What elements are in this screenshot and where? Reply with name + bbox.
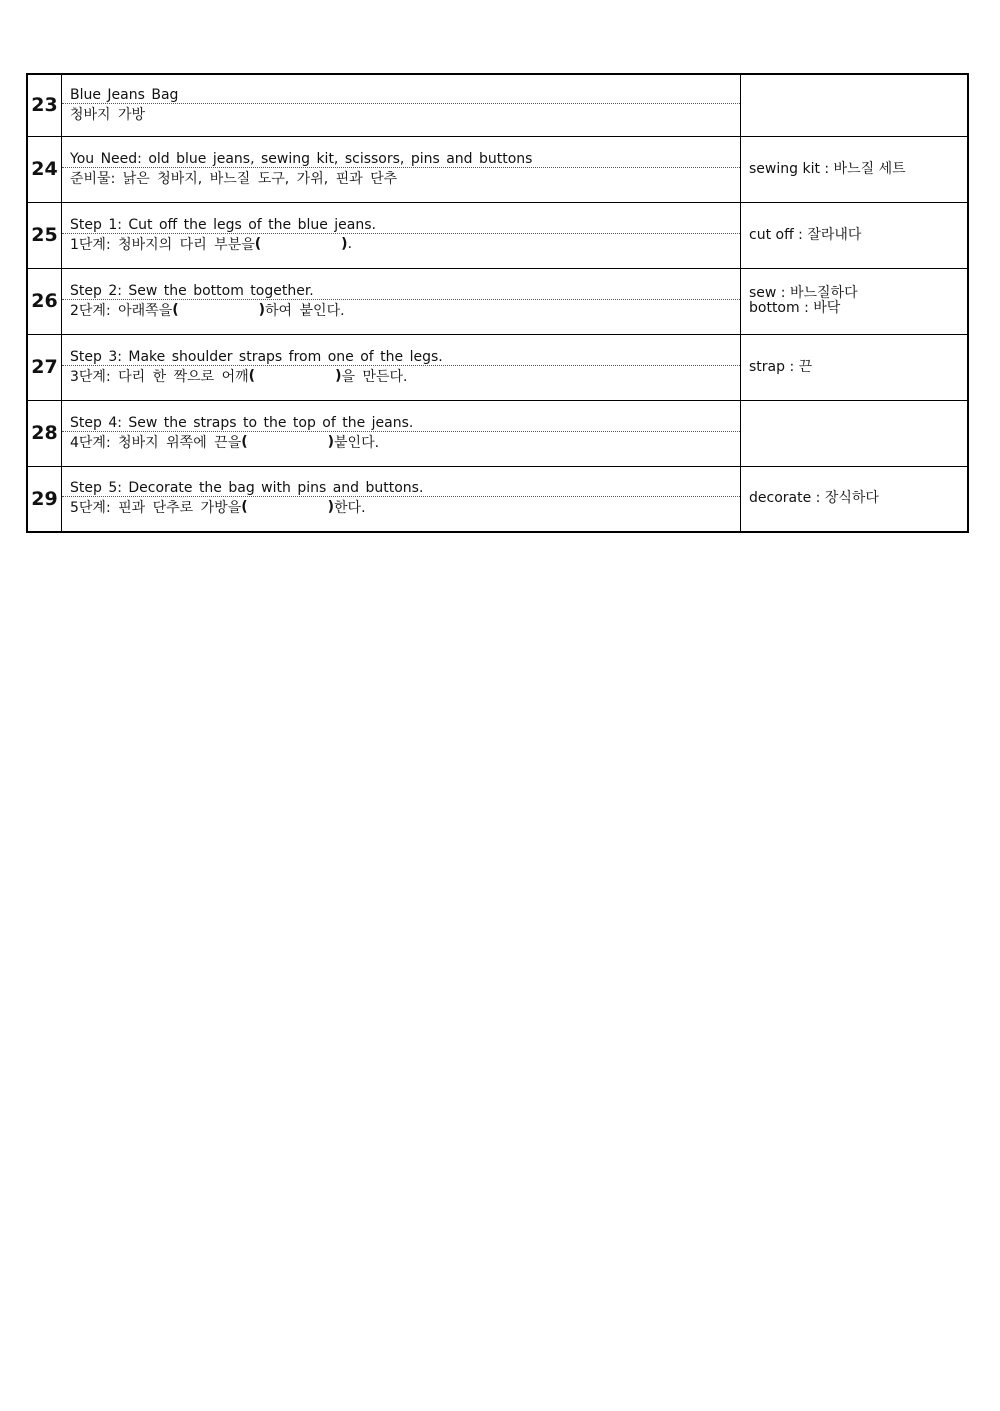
vocab-cell [741,400,969,466]
english-sentence: Step 2: Sew the bottom together. [62,283,740,300]
table-row [27,334,968,400]
sentence-cell [62,268,741,334]
korean-text-before: 4단계: 청바지 위쪽에 끈을 [70,434,242,451]
vocab-cell [741,202,969,268]
korean-sentence [62,234,740,254]
korean-text-after: . [347,235,353,252]
blank-close-paren: ) [258,301,266,318]
korean-text-before: 2단계: 아래쪽을 [70,302,173,319]
blank-close-paren: ) [341,235,348,252]
blank-open-paren: ( [241,499,248,516]
vocab-cell [741,74,969,136]
korean-text-before: 1단계: 청바지의 다리 부분을 [70,236,255,253]
vocab-entry: cut off : 잘라내다 [749,226,862,243]
korean-sentence: 준비물: 낡은 청바지, 바느질 도구, 가위, 핀과 단추 [70,170,398,187]
blank-open-paren: ( [241,433,248,450]
english-sentence: You Need: old blue jeans, sewing kit, scissors, pins and buttons [62,151,740,168]
korean-text-after: 을 만든다. [341,368,408,385]
english-sentence: Step 5: Decorate the bag with pins and buttons. [62,480,740,497]
table-row [27,202,968,268]
korean-sentence [62,432,740,452]
row-number: 26 [27,268,62,334]
vocab-entry: bottom : 바닥 [749,300,841,316]
korean-sentence [62,300,740,320]
table-row [27,466,968,532]
table-row [27,268,968,334]
blank-open-paren: ( [172,301,179,318]
english-sentence: Blue Jeans Bag [62,87,740,104]
korean-text-after: 붙인다. [334,434,380,451]
korean-text-after: 한다. [334,500,366,517]
korean-text-before: 5단계: 핀과 단추로 가방을 [70,500,242,517]
sentence-cell [62,136,741,202]
row-number: 24 [27,136,62,202]
table-row [27,74,968,136]
row-number: 25 [27,202,62,268]
row-number: 27 [27,334,62,400]
blank-close-paren: ) [327,499,335,516]
vocab-entry: strap : 끈 [749,358,813,375]
vocab-entry: decorate : 장식하다 [749,490,879,507]
korean-sentence [62,366,740,386]
sentence-cell [62,334,741,400]
blank-open-paren: ( [248,367,256,384]
english-sentence: Step 1: Cut off the legs of the blue jeans. [62,217,740,234]
korean-sentence: 청바지 가방 [70,106,146,123]
korean-text-after: 하여 붙인다. [265,302,345,319]
vocab-cell [741,466,969,532]
vocab-cell [741,334,969,400]
vocab-cell [741,268,969,334]
table-row [27,400,968,466]
english-sentence: Step 3: Make shoulder straps from one of the legs. [62,349,740,366]
worksheet-table [26,73,969,533]
table-row [27,136,968,202]
korean-text-before: 3단계: 다리 한 짝으로 어깨 [70,368,249,385]
blank-close-paren: ) [327,433,335,450]
sentence-cell [62,466,741,532]
korean-sentence [62,497,740,517]
row-number: 29 [27,466,62,532]
sentence-cell [62,74,741,136]
blank-close-paren: ) [335,367,342,384]
vocab-cell [741,136,969,202]
row-number: 28 [27,400,62,466]
sentence-cell [62,400,741,466]
sentence-cell [62,202,741,268]
row-number: 23 [27,74,62,136]
blank-open-paren: ( [254,235,262,252]
vocab-entry: sew : 바느질하다 [749,285,858,301]
vocab-entry: sewing kit : 바느질 세트 [749,160,906,177]
english-sentence: Step 4: Sew the straps to the top of the jeans. [62,415,740,432]
